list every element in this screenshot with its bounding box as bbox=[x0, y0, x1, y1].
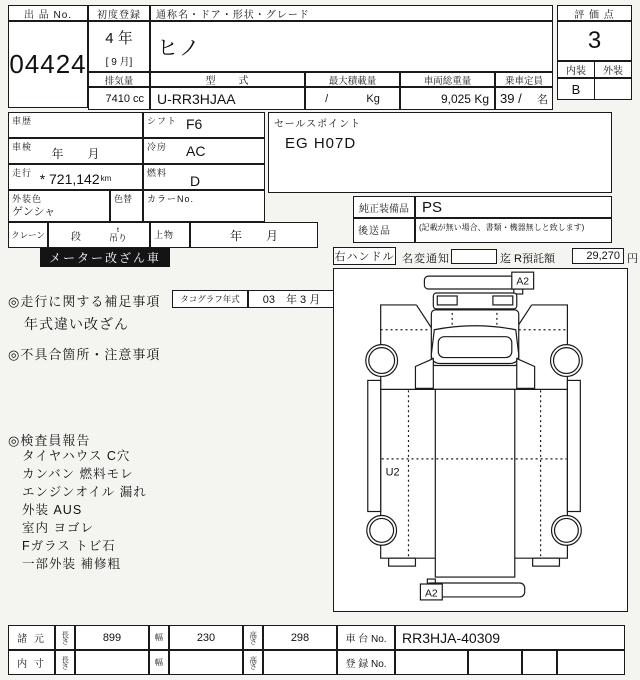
headlight-left bbox=[437, 296, 457, 305]
lot-number-value: 04424 bbox=[8, 21, 88, 108]
exterior-grade-value bbox=[594, 78, 632, 100]
crane-label: クレーン bbox=[8, 222, 48, 248]
inspector-report-header: ◎検査員報告 bbox=[8, 433, 91, 448]
sales-point-label: セールスポイント bbox=[274, 119, 362, 130]
inner-length-value bbox=[75, 650, 149, 675]
diagram-box bbox=[333, 268, 628, 612]
fuel-value: D bbox=[190, 173, 201, 189]
later-items-note-cell bbox=[415, 218, 612, 243]
width-label: 幅 bbox=[149, 625, 169, 650]
headlight-right bbox=[493, 296, 513, 305]
chassis-number-value: RR3HJA-40309 bbox=[402, 629, 501, 646]
vehicle-top-view-diagram bbox=[334, 269, 627, 611]
uwamono-cell bbox=[150, 222, 190, 248]
report-item: エンジンオイル 漏れ bbox=[22, 485, 147, 499]
oem-equipment-cell bbox=[415, 196, 612, 218]
gross-weight-value: 9,025 Kg bbox=[440, 91, 489, 106]
height-label-text: 高さ bbox=[248, 631, 258, 644]
gross-weight-cell bbox=[400, 87, 495, 110]
report-item: タイヤハウス C穴 bbox=[22, 449, 131, 463]
exterior-grade-header: 外装 bbox=[594, 61, 632, 78]
first-registration-year: 4 年 bbox=[105, 29, 133, 47]
report-item: Fガラス トビ石 bbox=[22, 539, 116, 553]
model-code-header: 型 式 bbox=[150, 72, 305, 87]
score-value: 3 bbox=[557, 21, 632, 61]
mileage-value: * 721,142 bbox=[39, 171, 100, 187]
report-item: カンバン 燃料モレ bbox=[22, 467, 134, 481]
interior-grade-header: 内装 bbox=[557, 61, 595, 78]
exterior-color-cell bbox=[8, 190, 110, 222]
meter-tamper-badge: メーター改ざん車 bbox=[40, 248, 170, 267]
height-value: 298 bbox=[263, 625, 337, 650]
inner-width-label: 幅 bbox=[149, 650, 169, 675]
model-name-header: 通称名・ドア・形状・グレード bbox=[150, 5, 553, 21]
color-no-label: カラーNo. bbox=[147, 194, 195, 204]
dimensions-row-label: 諸 元 bbox=[8, 625, 55, 650]
front-damage-mark: A2 bbox=[516, 276, 530, 288]
capacity-value: 39 / bbox=[500, 91, 522, 106]
shift-cell bbox=[143, 112, 265, 138]
chassis-number-cell bbox=[395, 625, 625, 650]
ac-value: AC bbox=[186, 143, 206, 159]
report-item: 室内 ヨゴレ bbox=[22, 521, 94, 535]
inner-height-value bbox=[263, 650, 337, 675]
max-load-unit: Kg bbox=[366, 92, 380, 105]
model-name-cell bbox=[150, 21, 553, 72]
registration-number-label: 登 録 No. bbox=[337, 650, 395, 675]
registration-cell-2 bbox=[468, 650, 522, 675]
ac-cell bbox=[143, 138, 265, 164]
mileage-label: 走行 bbox=[12, 168, 33, 178]
fuel-cell bbox=[143, 164, 265, 190]
name-change-label: 名変通知 bbox=[402, 253, 450, 265]
shift-value: F6 bbox=[186, 116, 203, 132]
displacement-cell bbox=[88, 87, 150, 110]
side-skirt-right bbox=[567, 380, 580, 511]
model-code-cell bbox=[150, 87, 305, 110]
inner-width-value bbox=[169, 650, 243, 675]
capacity-unit: 名 bbox=[537, 93, 548, 106]
deposit-box bbox=[572, 248, 624, 264]
crane-cell bbox=[48, 222, 150, 248]
interior-grade-value: B bbox=[557, 78, 595, 100]
lot-number-header: 出 品 No. bbox=[8, 5, 88, 21]
until-label: 迄 bbox=[500, 253, 511, 265]
inspection-cell bbox=[8, 138, 143, 164]
mileage-unit: km bbox=[100, 174, 112, 183]
history-cell bbox=[8, 112, 143, 138]
later-items-label: 後送品 bbox=[358, 226, 391, 237]
inner-length-label bbox=[55, 650, 75, 675]
model-code-value: U-RR3HJAA bbox=[157, 90, 236, 107]
score-header: 評 価 点 bbox=[557, 5, 632, 21]
capacity-header: 乗車定員 bbox=[495, 72, 553, 87]
oem-equipment-value: PS bbox=[422, 198, 443, 216]
side-damage-mark: U2 bbox=[385, 466, 400, 479]
inner-height-label-text: 高さ bbox=[248, 656, 258, 669]
max-load-value: / bbox=[325, 92, 329, 105]
registration-cell-4 bbox=[557, 650, 625, 675]
oem-equipment-label: 純正装備品 bbox=[353, 196, 415, 218]
width-value: 230 bbox=[169, 625, 243, 650]
registration-cell-1 bbox=[395, 650, 468, 675]
later-items-note: (記載が無い場合、書類・機器無しと致します) bbox=[419, 223, 585, 232]
length-value: 899 bbox=[75, 625, 149, 650]
length-label bbox=[55, 625, 75, 650]
report-item: 外装 AUS bbox=[22, 503, 83, 517]
rear-tab-right bbox=[533, 558, 560, 566]
max-load-cell bbox=[305, 87, 400, 110]
mileage-cell bbox=[8, 164, 143, 190]
inspection-label: 車検 bbox=[12, 142, 33, 152]
deflector-left bbox=[415, 359, 433, 389]
inner-dims-row-label: 内 寸 bbox=[8, 650, 55, 675]
displacement-value: 7410 cc bbox=[105, 92, 144, 105]
recolor-cell bbox=[110, 190, 143, 222]
front-bumper bbox=[424, 276, 523, 289]
later-items-cell bbox=[353, 218, 415, 243]
inner-height-label bbox=[243, 650, 263, 675]
model-name-value: ヒノ bbox=[157, 36, 201, 60]
tachograph-year-value: 03 年 3 月 bbox=[248, 290, 335, 308]
side-skirt-left bbox=[368, 380, 381, 511]
name-change-date-box bbox=[451, 249, 497, 264]
max-load-header: 最大積載量 bbox=[305, 72, 400, 87]
shift-label: シフト bbox=[147, 116, 178, 126]
deposit-value: 29,270 bbox=[586, 250, 620, 262]
windshield-glass bbox=[438, 337, 511, 358]
inspection-value: 年 月 bbox=[51, 146, 100, 161]
uwamono-value: 年 月 bbox=[229, 228, 278, 243]
recolor-label: 色替 bbox=[114, 194, 133, 204]
crane-dan-label: 段 bbox=[70, 231, 81, 243]
exterior-color-label: 外装色 bbox=[12, 194, 43, 204]
deflector-right bbox=[517, 359, 535, 389]
crane-tsuri-label: 吊り bbox=[108, 233, 127, 243]
right-handle-badge: 右ハンドル bbox=[333, 247, 396, 265]
deposit-label: R預託額 bbox=[514, 253, 555, 265]
mileage-note-header: ◎走行に関する補足事項 bbox=[8, 294, 161, 309]
first-registration-value bbox=[88, 21, 150, 72]
uwamono-value-cell bbox=[190, 222, 318, 248]
rear-damage-mark: A2 bbox=[424, 588, 438, 600]
registration-cell-3 bbox=[522, 650, 557, 675]
uwamono-label: 上物 bbox=[154, 230, 175, 240]
ac-label: 冷房 bbox=[147, 142, 168, 152]
crane-t-label: t bbox=[117, 227, 119, 234]
history-label: 車歴 bbox=[12, 116, 33, 126]
chassis-number-label: 車 台 No. bbox=[337, 625, 395, 650]
first-registration-month: [ 9 月] bbox=[105, 56, 133, 68]
capacity-cell bbox=[495, 87, 553, 110]
gross-weight-header: 車両総重量 bbox=[400, 72, 495, 87]
sales-point-box bbox=[268, 112, 612, 193]
length-label-text: 長さ bbox=[60, 631, 70, 644]
exterior-color-value: ゲンシャ bbox=[12, 206, 56, 218]
inner-length-label-text: 長さ bbox=[60, 656, 70, 669]
rear-tab-left bbox=[389, 558, 416, 566]
sales-point-value: EG H07D bbox=[285, 135, 357, 152]
color-no-cell bbox=[143, 190, 265, 222]
inspector-report-list bbox=[22, 446, 312, 572]
tachograph-year-label: タコグラフ年式 bbox=[172, 290, 248, 308]
deposit-unit: 円 bbox=[627, 253, 638, 265]
report-item: 一部外装 補修粗 bbox=[22, 557, 121, 571]
mileage-note-value: 年式違い改ざん bbox=[24, 316, 129, 332]
center-frame bbox=[435, 389, 514, 577]
height-label bbox=[243, 625, 263, 650]
fuel-label: 燃料 bbox=[147, 168, 168, 178]
first-registration-header: 初度登録 bbox=[88, 5, 150, 21]
defects-header: ◎不具合箇所・注意事項 bbox=[8, 347, 161, 362]
displacement-header: 排気量 bbox=[88, 72, 150, 87]
